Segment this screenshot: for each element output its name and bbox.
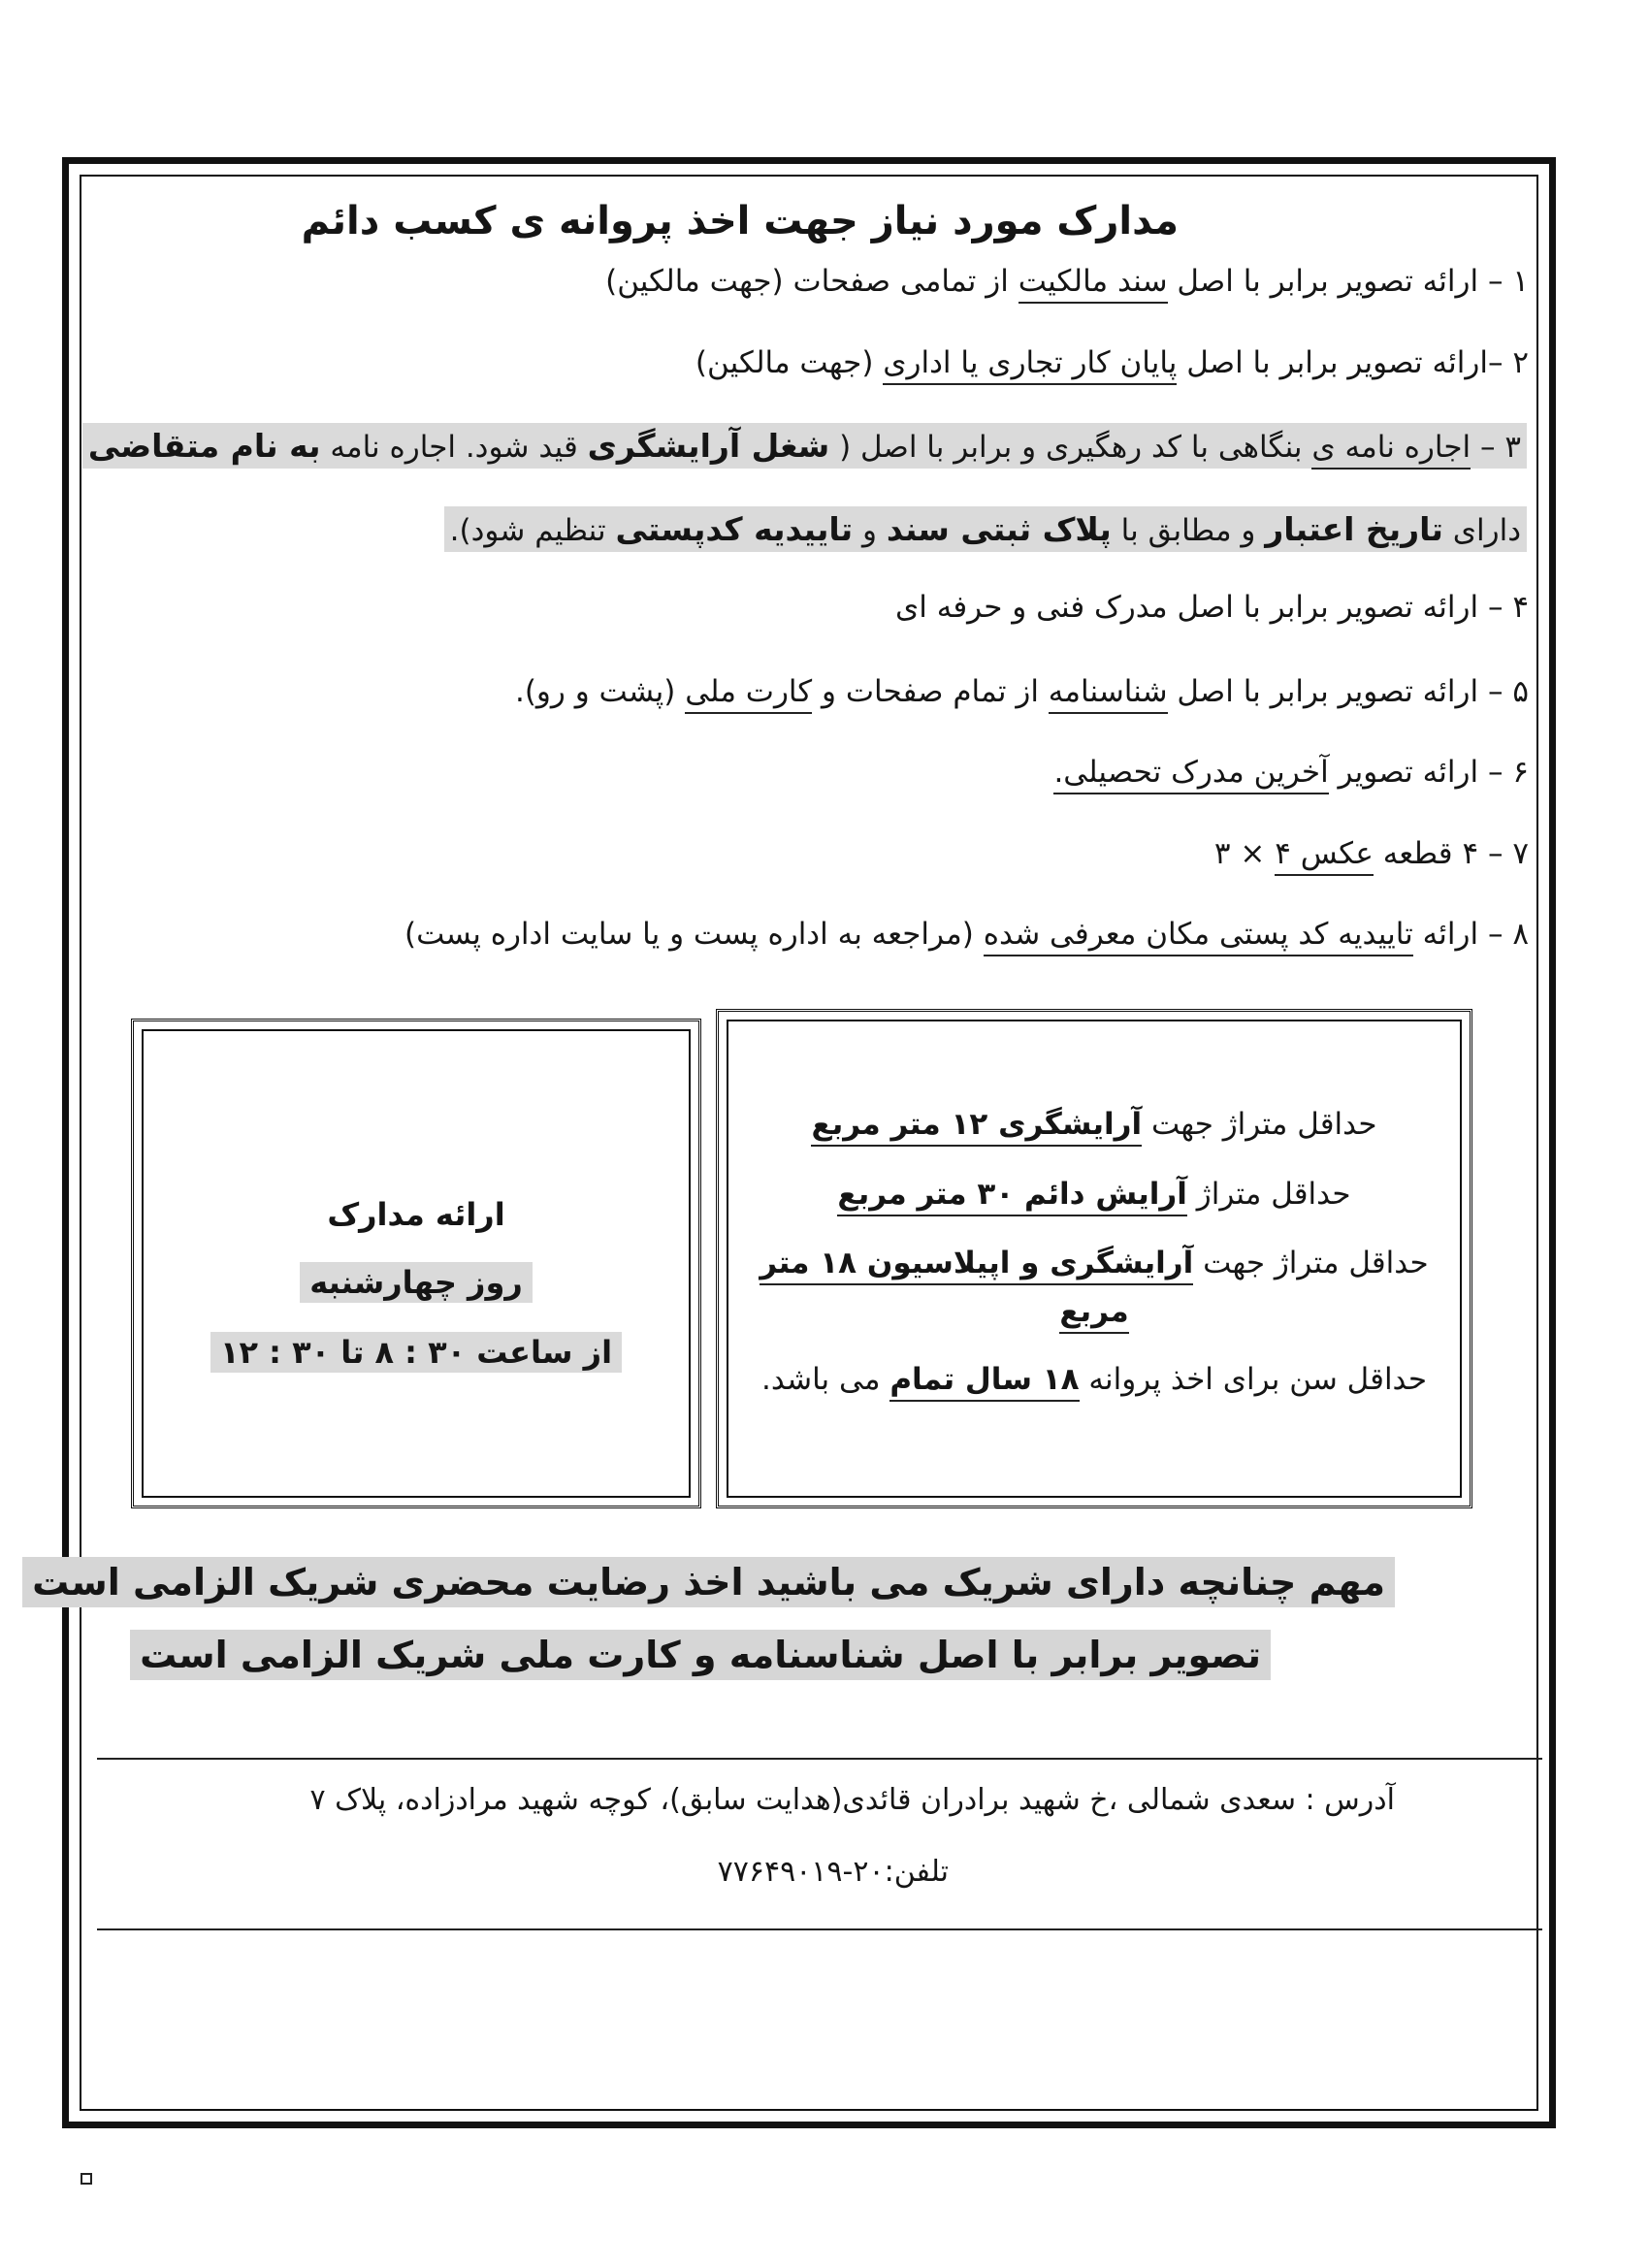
partner-documents-notice: تصویر برابر با اصل شناسنامه و کارت ملی شریک الزامی است xyxy=(130,1630,1271,1680)
item-text: و xyxy=(853,513,887,548)
item-underlined: عکس ۴ xyxy=(1275,836,1374,876)
item-number: ۴ – xyxy=(1478,590,1529,625)
item-number: ۸ – xyxy=(1478,917,1529,952)
item-underlined: شناسنامه xyxy=(1049,674,1168,714)
area-requirements-text xyxy=(758,1099,1431,1404)
submission-hours: از ساعت ۳۰ : ۸ تا ۳۰ : ۱۲ xyxy=(134,1334,698,1371)
item-text: تنظیم شود). xyxy=(449,513,616,548)
item-number: ۱ – xyxy=(1478,264,1529,299)
item-bold: تاییدیه کدپستی xyxy=(615,510,854,548)
requirement-6 xyxy=(1053,755,1529,790)
address: آدرس : سعدی شمالی ،خ شهید برادران قائدی(هدایت سابق)، کوچه شهید مرادزاده، پلاک ۷ xyxy=(309,1783,1395,1817)
item-text: از تمامی صفحات (جهت مالکین) xyxy=(605,264,1018,299)
item-bold: شغل آرایشگری xyxy=(587,427,830,465)
item-text: دارای xyxy=(1442,513,1521,548)
item-text: ارائه تصویر xyxy=(1328,755,1479,790)
page-mark-icon xyxy=(81,2173,92,2185)
item-underlined: سند مالکیت xyxy=(1018,264,1168,304)
item-underlined: آخرین مدرک تحصیلی. xyxy=(1053,755,1328,794)
item-text: بنگاهی با کد رهگیری و برابر با اصل ( xyxy=(829,430,1312,465)
requirement-1 xyxy=(605,264,1529,299)
item-text: ارائه تصویر برابر با اصل xyxy=(1167,674,1479,709)
footer-divider-bottom xyxy=(97,1928,1542,1930)
item-text: ارائه xyxy=(1412,917,1479,952)
submission-day: روز چهارشنبه xyxy=(134,1264,698,1301)
phone: تلفن:۲۰-۷۷۶۴۹۰۱۹ xyxy=(717,1855,949,1889)
submission-times-box xyxy=(131,1019,701,1508)
item-bold: تاریخ اعتبار xyxy=(1265,510,1443,548)
requirement-4 xyxy=(895,590,1529,625)
footer-divider-top xyxy=(97,1758,1542,1760)
item-number: ۵ – xyxy=(1478,674,1529,709)
item-number: ۲ – xyxy=(1487,345,1529,380)
requirement-3-continued xyxy=(444,506,1527,552)
min-area-epilation: حداقل متراژ جهت آرایشگری و اپیلاسیون ۱۸ متر مربع xyxy=(758,1239,1431,1336)
item-underlined: تاییدیه کد پستی مکان معرفی شده xyxy=(984,917,1413,956)
requirement-8 xyxy=(404,917,1529,952)
requirement-3 xyxy=(82,423,1527,469)
item-bold: پلاک ثبتی سند xyxy=(886,510,1112,548)
min-area-hairdressing: حداقل متراژ جهت آرایشگری ۱۲ متر مربع xyxy=(758,1099,1431,1150)
item-underlined: کارت ملی xyxy=(685,674,812,714)
item-text: ۴ قطعه xyxy=(1373,836,1479,871)
requirement-7 xyxy=(1214,836,1529,871)
item-text: ارائه تصویر برابر با اصل xyxy=(1177,345,1488,380)
item-number: ۳ – xyxy=(1471,430,1521,465)
submit-documents-label: ارائه مدارک xyxy=(327,1196,505,1233)
item-text: ارائه تصویر برابر با اصل مدرک فنی و حرفه ای xyxy=(895,590,1479,625)
item-text: (پشت و رو). xyxy=(514,674,686,709)
item-text: ارائه تصویر برابر با اصل xyxy=(1167,264,1479,299)
area-requirements-box xyxy=(716,1009,1472,1508)
item-text: از تمام صفحات و xyxy=(812,674,1049,709)
item-number: ۶ – xyxy=(1478,755,1529,790)
item-underlined: اجاره نامه ی xyxy=(1311,430,1471,470)
document-title: مدارک مورد نیاز جهت اخذ پروانه ی کسب دائم xyxy=(301,199,1179,243)
item-text: قید شود. اجاره نامه xyxy=(320,430,588,465)
item-text: (مراجعه به اداره پست و یا سایت اداره پست) xyxy=(404,917,984,952)
requirement-2 xyxy=(695,345,1529,380)
item-underlined: پایان کار تجاری یا اداری xyxy=(883,345,1177,385)
item-number: ۷ – xyxy=(1478,836,1529,871)
min-area-permanent-makeup: حداقل متراژ آرایش دائم ۳۰ متر مربع xyxy=(758,1169,1431,1219)
min-age: حداقل سن برای اخذ پروانه ۱۸ سال تمام می باشد. xyxy=(758,1355,1431,1404)
requirement-5 xyxy=(515,674,1529,709)
item-text: × ۳ xyxy=(1213,836,1276,871)
item-bold: به نام متقاضی xyxy=(87,427,321,465)
item-text: و مطابق با xyxy=(1111,513,1266,548)
partner-consent-notice: مهم چنانچه دارای شریک می باشید اخذ رضایت محضری شریک الزامی است xyxy=(22,1557,1395,1607)
item-text: (جهت مالکین) xyxy=(695,345,884,380)
